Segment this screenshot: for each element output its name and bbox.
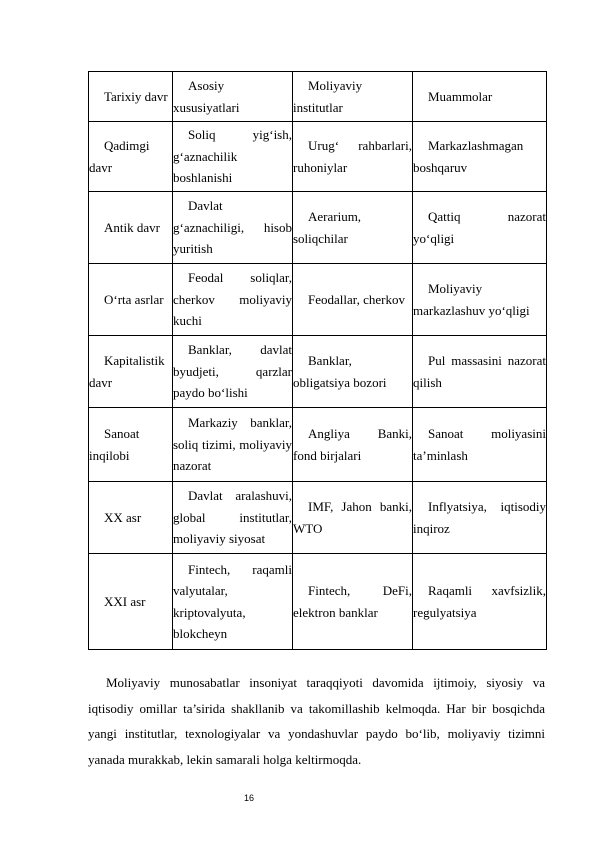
cell-text: Banklar, davlat byudjeti, qarzlar paydo bo‘lishi	[173, 342, 292, 401]
cell-text: Feodal soliqlar, cherkov moliyaviy kuchi	[173, 270, 292, 329]
cell-text: Soliq yig‘ish, g‘aznachilik boshlanishi	[173, 127, 292, 186]
table-cell	[293, 264, 413, 336]
cell-text: Markazlashmagan boshqaruv	[413, 138, 524, 175]
table-row	[89, 122, 547, 192]
table-header-cell	[413, 72, 547, 122]
cell-text: Moliyaviy markazlashuv yo‘qligi	[413, 281, 530, 318]
table-cell	[293, 408, 413, 482]
table-header-cell	[173, 72, 293, 122]
cell-text: Muammolar	[428, 88, 493, 104]
cell-text: Qadimgi davr	[89, 138, 150, 175]
page-number: 16	[244, 793, 255, 803]
cell-text: Moliyaviy institutlar	[293, 78, 363, 115]
cell-text: Sanoat inqilobi	[89, 426, 140, 463]
cell-text: Angliya Banki, fond birjalari	[293, 426, 412, 463]
cell-text: Davlat g‘aznachiligi, hisob yuritish	[173, 198, 292, 257]
table-cell	[413, 336, 547, 408]
body-paragraph: Moliyaviy munosabatlar insoniyat taraqqiyoti davomida ijtimoiy, siyosiy va iqtisodiy omillar ta’sirida shakllanib va takomillashib kelmoqda. Har bir bosqichda yangi institutlar, texnologiyalar va yondashuvlar paydo bo‘lib, moliyaviy tizimni yanada murakkab, lekin samarali holga keltirmoqda.	[88, 675, 545, 767]
table-header-cell	[89, 72, 173, 122]
cell-text: Inflyatsiya, iqtisodiy inqiroz	[413, 499, 546, 536]
table-row	[89, 336, 547, 408]
table-cell	[89, 336, 173, 408]
table-cell	[89, 264, 173, 336]
table-cell	[173, 554, 293, 650]
cell-text: Antik davr	[104, 219, 160, 235]
table-cell	[293, 482, 413, 554]
cell-text: Fintech, DeFi, elektron banklar	[293, 583, 412, 620]
table-cell	[89, 554, 173, 650]
table-cell	[89, 408, 173, 482]
cell-text: Banklar, obligatsiya bozori	[293, 353, 387, 390]
table-cell	[413, 482, 547, 554]
table-cell	[173, 336, 293, 408]
cell-text: Feodallar, cherkov	[308, 291, 405, 307]
table-cell	[413, 122, 547, 192]
history-table	[88, 71, 547, 650]
table-row	[89, 482, 547, 554]
table-cell	[413, 554, 547, 650]
cell-text: Fintech, raqamli valyutalar, kriptovalyuta, blokcheyn	[173, 561, 292, 641]
table-cell	[293, 336, 413, 408]
table-header-cell	[293, 72, 413, 122]
cell-text: Kapitalistik davr	[89, 353, 165, 390]
table-cell	[173, 408, 293, 482]
table-row	[89, 192, 547, 264]
cell-text: Qattiq nazorat yo‘qligi	[413, 209, 546, 246]
cell-text: O‘rta asrlar	[104, 291, 164, 307]
table-cell	[413, 192, 547, 264]
table-cell	[173, 192, 293, 264]
table-row	[89, 554, 547, 650]
table-header-row	[89, 72, 547, 122]
table-cell	[173, 264, 293, 336]
cell-text: Markaziy banklar, soliq tizimi, moliyaviy nazorat	[173, 415, 292, 474]
table-cell	[413, 408, 547, 482]
table-cell	[293, 192, 413, 264]
table-cell	[293, 554, 413, 650]
table-row	[89, 264, 547, 336]
cell-text: Urug‘ rahbarlari, ruhoniylar	[293, 138, 412, 175]
cell-text: XX asr	[104, 509, 142, 525]
table-cell	[173, 482, 293, 554]
cell-text: Davlat aralashuvi, global institutlar, moliyaviy siyosat	[173, 488, 292, 547]
table-cell	[293, 122, 413, 192]
cell-text: Aerarium, soliqchilar	[293, 209, 362, 246]
cell-text: Tarixiy davr	[104, 88, 168, 104]
cell-text: Raqamli xavfsizlik, regulyatsiya	[413, 583, 546, 620]
table-cell	[89, 192, 173, 264]
cell-text: XXI asr	[104, 593, 146, 609]
table-cell	[173, 122, 293, 192]
cell-text: IMF, Jahon banki, WTO	[293, 499, 412, 536]
cell-text: Asosiy xususiyatlari	[173, 78, 240, 115]
cell-text: Sanoat moliyasini ta’minlash	[413, 426, 546, 463]
table-cell	[413, 264, 547, 336]
cell-text: Pul massasini nazorat qilish	[413, 353, 546, 390]
table-cell	[89, 122, 173, 192]
table-row	[89, 408, 547, 482]
table-cell	[89, 482, 173, 554]
